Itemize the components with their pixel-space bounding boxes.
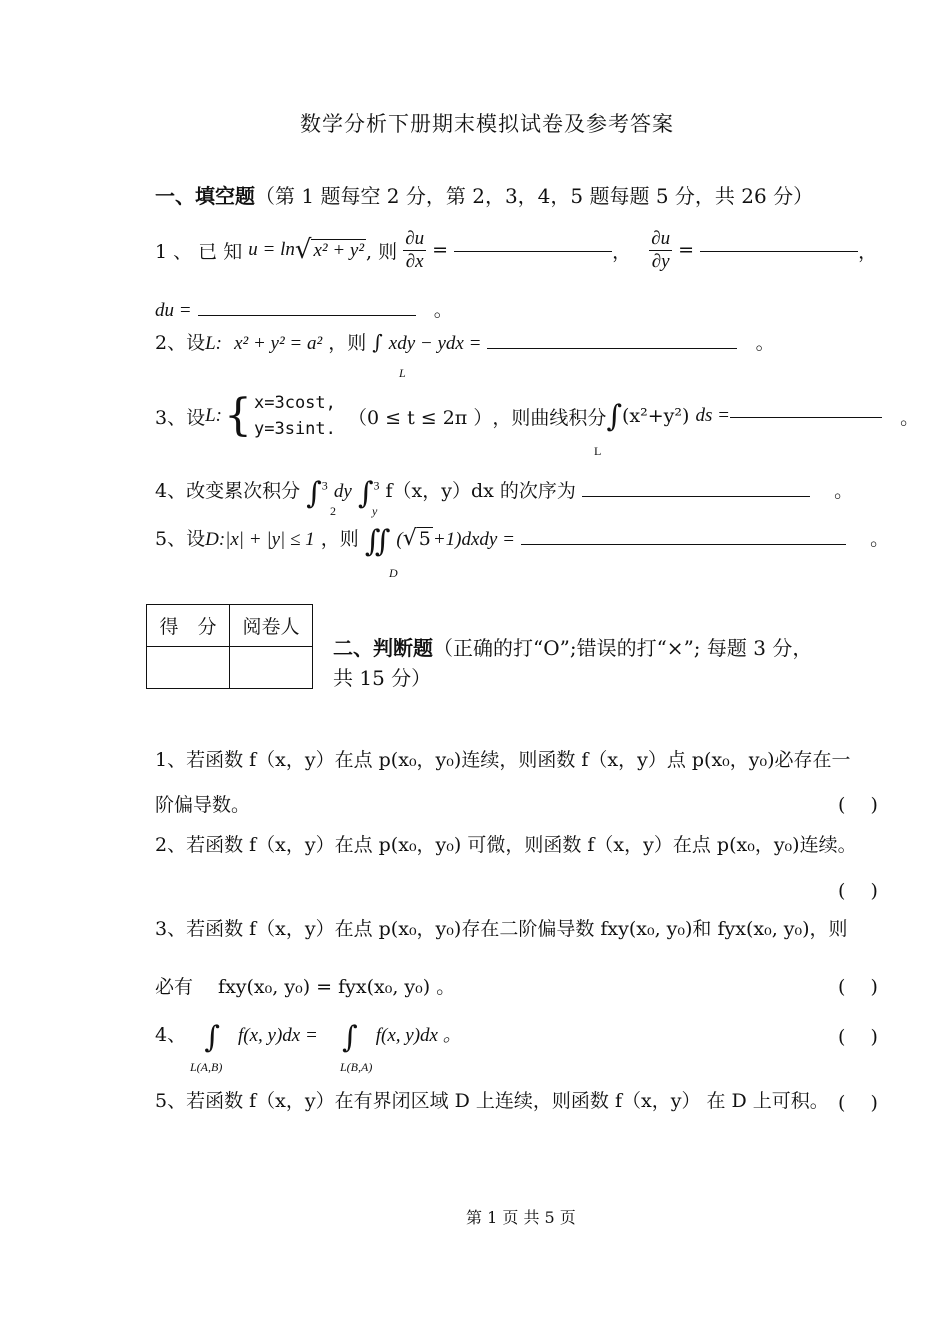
q1-prefix: 1 、 已 知 bbox=[155, 240, 243, 263]
q3-range: （0 ≤ t ≤ 2π ） bbox=[347, 406, 493, 429]
fill-question-5 bbox=[155, 524, 889, 559]
integral-icon: ∫ bbox=[357, 476, 374, 511]
judge-answer-1[interactable]: ( ) bbox=[838, 794, 878, 816]
double-integral-icon: ∬ bbox=[364, 524, 391, 559]
judge-question-4 bbox=[155, 1020, 462, 1055]
q4-dy: dy bbox=[333, 481, 352, 502]
q1-eq-2: = bbox=[678, 239, 695, 261]
judge-question-3-cont: 必有 fxy(x₀, y₀) = fyx(x₀, y₀) 。 bbox=[155, 976, 456, 998]
q4-a-bottom: 2 bbox=[330, 504, 336, 518]
fill-question-3 bbox=[155, 388, 919, 444]
q1-fraction-dudy: $\frac{\partial u}{\partial y}$ bbox=[651, 227, 671, 272]
section1-note: （第 1 题每空 2 分，第 2，3，4，5 题每题 5 分，共 26 分） bbox=[255, 184, 814, 208]
q2-sub-L: L bbox=[399, 366, 406, 380]
q1-eq-1: = bbox=[432, 239, 449, 261]
q4-judge-left: f(x, y)dx = bbox=[237, 1025, 318, 1046]
q5-integrand-a: ( bbox=[396, 529, 403, 550]
q2-blank[interactable] bbox=[487, 346, 737, 349]
score-cell[interactable] bbox=[147, 647, 230, 689]
q1-radicand: x² + y² bbox=[313, 239, 365, 261]
q5-integrand-b: +1)dxdy = bbox=[432, 529, 515, 550]
section2-note-2: 共 15 分） bbox=[333, 666, 432, 690]
q3-blank[interactable] bbox=[730, 415, 882, 418]
judge-answer-3[interactable]: ( ) bbox=[838, 976, 878, 998]
q4-blank[interactable] bbox=[582, 494, 810, 497]
q4-fx: f（x，y）dx bbox=[385, 480, 494, 502]
q4-a-top: 3 bbox=[321, 478, 328, 493]
judge-question-2: 2、若函数 f（x，y）在点 p(x₀，y₀) 可微，则函数 f（x，y）在点 p(x₀，y₀)连续。 bbox=[155, 834, 857, 856]
q4-b-bottom: y bbox=[372, 504, 378, 518]
integral-icon: ∫ bbox=[372, 330, 383, 354]
q4-judge-prefix: 4、 bbox=[155, 1024, 187, 1046]
q2-integrand: xdy − ydx = bbox=[388, 333, 482, 354]
q5-D: D:|x| + |y| ≤ 1 bbox=[205, 529, 315, 550]
integral-icon: ∫ bbox=[204, 1020, 220, 1055]
q1-then: , 则 bbox=[366, 240, 398, 263]
q1-blank-2[interactable] bbox=[700, 249, 858, 252]
page-footer: 第 1 页 共 5 页 bbox=[466, 1208, 576, 1227]
q3-line1: x=3cost, bbox=[254, 393, 336, 413]
integral-icon: ∫ bbox=[606, 398, 622, 434]
q3-L: L: bbox=[205, 405, 222, 426]
section1-heading bbox=[155, 180, 813, 209]
sqrt-icon: √ bbox=[402, 526, 417, 551]
q2-L: L: bbox=[205, 333, 222, 354]
q3-line2: y=3sint. bbox=[254, 419, 336, 439]
q3-prefix: 3、设 bbox=[155, 406, 206, 429]
fill-question-1 bbox=[155, 222, 877, 278]
judge-answer-4[interactable]: ( ) bbox=[838, 1026, 878, 1048]
integral-icon: ∫ bbox=[306, 476, 322, 511]
score-table bbox=[146, 604, 313, 689]
judge-question-1-cont: 阶偏导数。 bbox=[155, 794, 251, 816]
q3-then: ，则曲线积分 bbox=[492, 406, 607, 429]
brace-icon: { bbox=[224, 390, 252, 441]
q4-b-top: 3 bbox=[373, 478, 380, 493]
q3-end: 。 bbox=[900, 406, 920, 429]
q4-prefix: 4、改变累次积分 bbox=[155, 480, 301, 502]
q1-comma-2: ， bbox=[858, 240, 878, 263]
grader-cell[interactable] bbox=[230, 647, 313, 689]
fill-question-1-du bbox=[155, 295, 453, 322]
q3-system bbox=[254, 390, 336, 442]
q5-sub-D: D bbox=[389, 566, 398, 580]
q1-comma-1: ， bbox=[612, 240, 632, 263]
section2-note-1: （正确的打“O”;错误的打“×”; 每题 3 分， bbox=[433, 636, 813, 660]
q5-prefix: 5、设 bbox=[155, 528, 206, 550]
q4-end: 。 bbox=[834, 480, 854, 502]
q1-expr: u = ln bbox=[248, 239, 295, 260]
q2-eq: x² + y² = a² bbox=[234, 333, 323, 354]
fill-question-2 bbox=[155, 328, 775, 355]
q2-prefix: 2、设 bbox=[155, 332, 206, 354]
judge-question-3: 3、若函数 f（x，y）在点 p(x₀，y₀)存在二阶偏导数 fxy(x₀, y₀)和 fyx(x₀, y₀)，则 bbox=[155, 918, 848, 940]
q1-blank-1[interactable] bbox=[454, 249, 612, 252]
page-title: 数学分析下册期末模拟试卷及参考答案 bbox=[300, 112, 674, 136]
q5-end: 。 bbox=[870, 528, 890, 550]
judge-answer-2[interactable]: ( ) bbox=[838, 880, 878, 902]
q1-fraction-dudx: $\frac{\partial u}{\partial x}$ bbox=[405, 227, 425, 272]
q4-suffix: 的次序为 bbox=[499, 480, 576, 502]
q4-judge-right: f(x, y)dx 。 bbox=[375, 1025, 462, 1046]
sqrt-icon: √ bbox=[294, 235, 312, 265]
q1-end: 。 bbox=[433, 299, 453, 321]
q4-judge-sub-right: L(B,A) bbox=[340, 1060, 373, 1074]
q3-integrand: (x²+y²) bbox=[621, 405, 690, 427]
judge-answer-5[interactable]: ( ) bbox=[838, 1092, 878, 1114]
q2-end: 。 bbox=[755, 332, 775, 354]
q5-radicand: 5 bbox=[418, 528, 431, 550]
q3-sub-L: L bbox=[594, 444, 602, 458]
judge-question-1: 1、若函数 f（x，y）在点 p(x₀，y₀)连续，则函数 f（x，y）点 p(x₀，y₀)必存在一 bbox=[155, 749, 851, 771]
q5-blank[interactable] bbox=[521, 542, 846, 545]
fill-question-4 bbox=[155, 476, 853, 511]
q5-then: ，则 bbox=[320, 528, 359, 550]
q1-du: du = bbox=[155, 300, 192, 321]
section2-title: 二、判断题 bbox=[333, 636, 433, 660]
integral-icon: ∫ bbox=[341, 1020, 358, 1055]
section1-title: 一、填空题 bbox=[155, 184, 255, 208]
q1-blank-3[interactable] bbox=[198, 313, 416, 316]
q3-ds: ds = bbox=[695, 405, 730, 426]
q4-judge-sub-left: L(A,B) bbox=[190, 1060, 223, 1074]
q2-then: ，则 bbox=[328, 332, 367, 354]
score-label: 得 分 bbox=[147, 605, 230, 647]
grader-label: 阅卷人 bbox=[230, 605, 313, 647]
judge-question-5: 5、若函数 f（x，y）在有界闭区域 D 上连续，则函数 f（x，y） 在 D 上可积。 bbox=[155, 1090, 829, 1112]
section2-heading bbox=[333, 632, 812, 661]
